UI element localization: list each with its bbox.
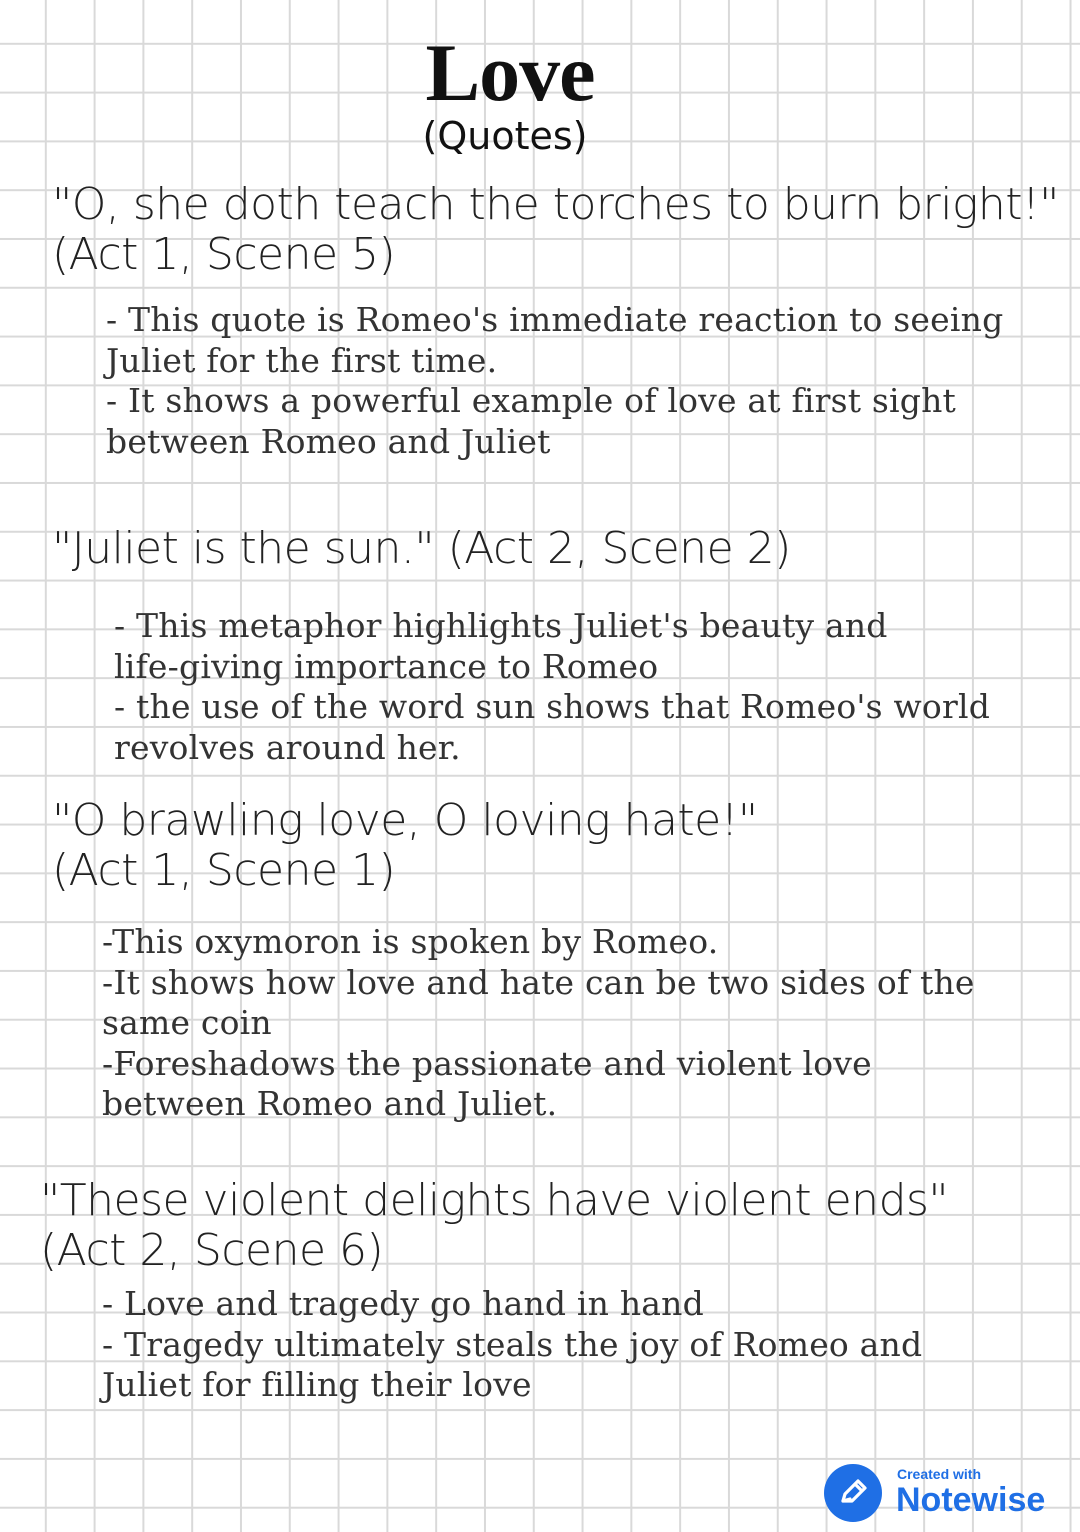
notes-2 (114, 606, 990, 768)
quote-4 (40, 1176, 948, 1276)
notes-3 (102, 922, 975, 1125)
notes-1-line-4: between Romeo and Juliet (106, 421, 551, 461)
quote-2-line-1: "Juliet is the sun." (Act 2, Scene 2) (52, 523, 791, 574)
quote-4-line-2: (Act 2, Scene 6) (40, 1225, 384, 1276)
badge-created-with: Created with (897, 1466, 982, 1482)
quote-3 (52, 796, 758, 896)
notes-1 (106, 300, 1003, 462)
quote-1-line-2: (Act 1, Scene 5) (52, 229, 396, 280)
notewise-badge[interactable] (824, 1462, 1074, 1524)
quote-3-line-1: "O brawling love, O loving hate!" (52, 795, 758, 846)
badge-brand: Notewise (896, 1481, 1046, 1519)
quote-2 (52, 524, 791, 574)
notes-1-line-2: Juliet for the first time. (106, 340, 498, 380)
notes-4 (102, 1284, 922, 1406)
notes-2-line-3: - the use of the word sun shows that Romeo's world (114, 687, 991, 726)
notes-4-line-2: - Tragedy ultimately steals the joy of Romeo and (102, 1324, 923, 1364)
page-title: Love (425, 27, 595, 118)
quote-1-line-1: "O, she doth teach the torches to burn bright!" (52, 179, 1059, 230)
notes-3-line-4: -Foreshadows the passionate and violent love (102, 1043, 872, 1083)
page-subtitle: (Quotes) (422, 114, 588, 158)
quote-4-line-1: "These violent delights have violent ends" (40, 1175, 949, 1226)
notes-4-line-1: - Love and tragedy go hand in hand (102, 1284, 704, 1323)
notes-3-line-1: -This oxymoron is spoken by Romeo. (102, 922, 719, 961)
notes-3-line-2: -It shows how love and hate can be two sides of the (102, 962, 975, 1002)
notes-2-line-4: revolves around her. (114, 727, 461, 767)
notes-4-line-3: Juliet for filling their love (102, 1365, 532, 1404)
notes-1-line-1: - This quote is Romeo's immediate reaction to seeing (106, 300, 1004, 339)
notes-3-line-5: between Romeo and Juliet. (102, 1084, 558, 1123)
notes-2-line-1: - This metaphor highlights Juliet's beauty and (114, 606, 888, 645)
notes-2-line-2: life-giving importance to Romeo (114, 646, 659, 686)
pencil-icon (824, 1464, 882, 1522)
notes-1-line-3: - It shows a powerful example of love at first sight (106, 381, 957, 420)
quote-3-line-2: (Act 1, Scene 1) (52, 845, 396, 896)
notes-3-line-3: same coin (102, 1003, 272, 1042)
quote-1 (52, 180, 1059, 280)
